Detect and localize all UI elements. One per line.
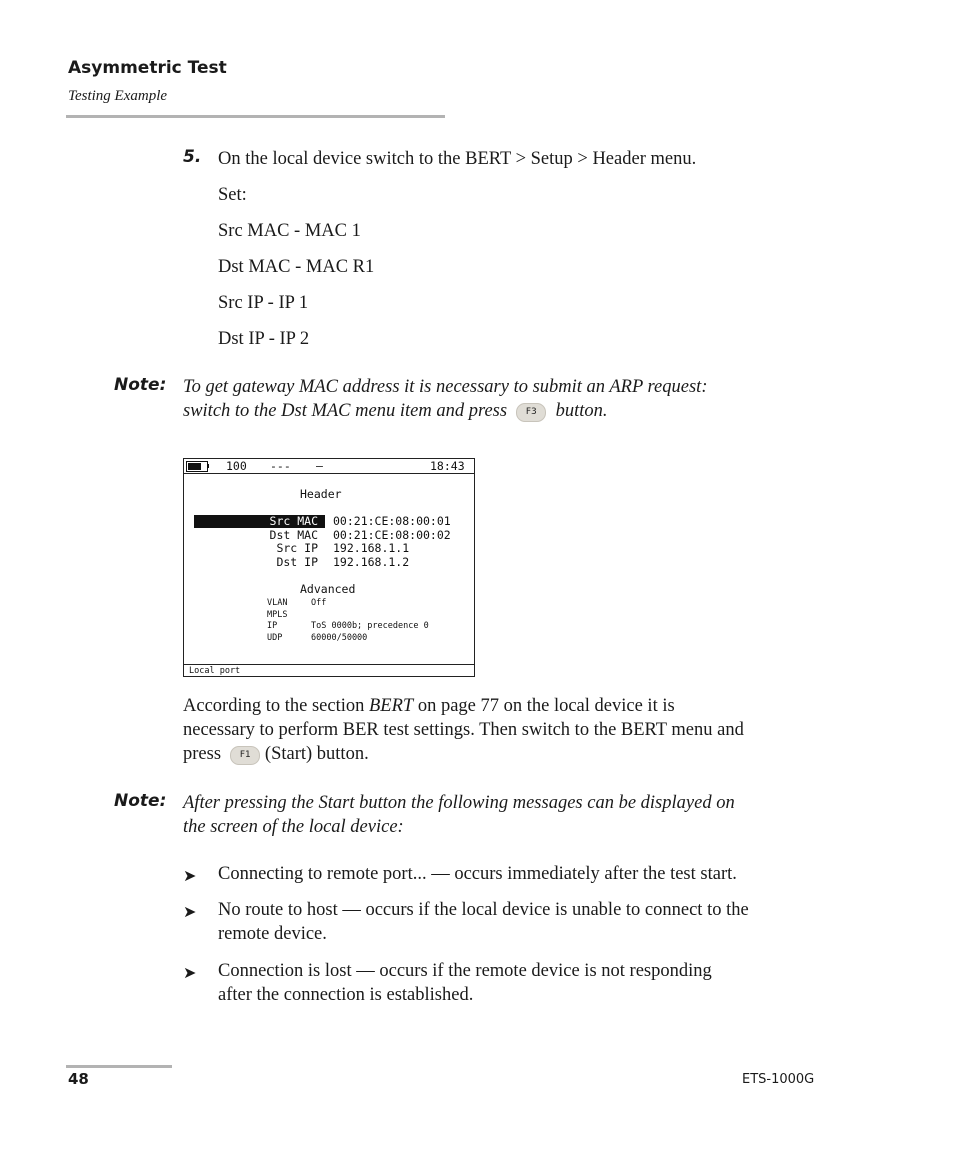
adv-label-ip[interactable]: IP — [267, 621, 278, 631]
field-value-dst-mac: 00:21:CE:08:00:02 — [333, 528, 451, 542]
bullet-item — [218, 959, 818, 1007]
bullet-line: No route to host — occurs if the local device is unable to connect to the — [218, 900, 749, 920]
status-bar — [184, 459, 474, 474]
field-label-src-mac[interactable]: Src MAC — [269, 514, 318, 528]
battery-tip — [207, 464, 209, 468]
paragraph-text: According to the section — [183, 696, 365, 716]
adv-label-vlan[interactable]: VLAN — [267, 598, 288, 608]
note-line: To get gateway MAC address it is necessary to submit an ARP request: — [183, 377, 708, 397]
setting-src-mac: Src MAC - MAC 1 — [218, 221, 361, 241]
paragraph-line — [183, 694, 833, 718]
field-value-src-ip: 192.168.1.1 — [333, 541, 410, 555]
paragraph-line: necessary to perform BER test settings. Then switch to the BERT menu and — [183, 720, 744, 740]
screen-footer-label: Local port — [189, 666, 241, 676]
status-level: 100 — [226, 459, 247, 473]
f1-key-icon: F1 — [230, 746, 260, 765]
field-value-src-mac: 00:21:CE:08:00:01 — [333, 514, 451, 528]
bullet-line: remote device. — [218, 924, 327, 944]
paragraph-text: press — [183, 744, 222, 764]
setting-src-ip: Src IP - IP 1 — [218, 293, 309, 313]
note-line: the screen of the local device: — [183, 817, 404, 837]
header-rule — [66, 115, 445, 118]
step-text: On the local device switch to the BERT > Setup > Header menu. — [218, 149, 697, 169]
bullet-item — [218, 862, 818, 886]
note-line-text: switch to the Dst MAC menu item and press — [183, 401, 508, 421]
note-text — [183, 375, 823, 423]
screen-footer — [184, 664, 474, 678]
note-line — [183, 399, 823, 423]
paragraph-line — [183, 742, 833, 766]
adv-value-udp: 60000/50000 — [311, 633, 368, 643]
bullet-line: Connection is lost — occurs if the remote device is not responding — [218, 961, 712, 981]
page-number: 48 — [68, 1070, 89, 1088]
note-label: Note: — [114, 791, 167, 811]
bullet-line: Connecting to remote port... — occurs immediately after the test start. — [218, 864, 737, 884]
field-value-dst-ip: 192.168.1.2 — [333, 555, 410, 569]
field-label-src-ip[interactable]: Src IP — [276, 541, 318, 555]
adv-label-udp[interactable]: UDP — [267, 633, 283, 643]
section-title: Testing Example — [68, 88, 168, 104]
status-dash: – — [316, 459, 323, 473]
bert-section-ref: BERT — [368, 696, 414, 716]
bullet-item — [218, 898, 818, 946]
battery-icon — [186, 461, 208, 472]
f3-key-icon: F3 — [516, 403, 546, 422]
note-text — [183, 791, 823, 839]
product-code: ETS-1000G — [742, 1072, 815, 1087]
paragraph-text: (Start) button. — [264, 744, 369, 764]
arrow-bullet-icon: ➤ — [183, 965, 197, 982]
set-label: Set: — [218, 185, 247, 205]
screen-title: Header — [300, 487, 342, 501]
step-number: 5. — [183, 147, 202, 167]
footer-rule — [66, 1065, 172, 1068]
adv-label-mpls[interactable]: MPLS — [267, 610, 288, 620]
advanced-title: Advanced — [300, 582, 356, 596]
bert-paragraph — [183, 694, 833, 766]
device-screen — [183, 458, 475, 677]
setting-dst-mac: Dst MAC - MAC R1 — [218, 257, 375, 277]
chapter-title: Asymmetric Test — [68, 58, 227, 78]
field-label-dst-mac[interactable]: Dst MAC — [269, 528, 318, 542]
adv-value-vlan: Off — [311, 598, 327, 608]
status-dashes: --- — [270, 459, 291, 473]
note-line-text: button. — [555, 401, 608, 421]
field-label-dst-ip[interactable]: Dst IP — [276, 555, 318, 569]
paragraph-text: on page 77 on the local device it is — [417, 696, 675, 716]
bullet-line: after the connection is established. — [218, 985, 474, 1005]
arrow-bullet-icon: ➤ — [183, 904, 197, 921]
note-line: After pressing the Start button the following messages can be displayed on — [183, 793, 735, 813]
adv-value-ip: ToS 0000b; precedence 0 — [311, 621, 429, 631]
setting-dst-ip: Dst IP - IP 2 — [218, 329, 310, 349]
note-label: Note: — [114, 375, 167, 395]
status-time: 18:43 — [430, 459, 465, 473]
arrow-bullet-icon: ➤ — [183, 868, 197, 885]
